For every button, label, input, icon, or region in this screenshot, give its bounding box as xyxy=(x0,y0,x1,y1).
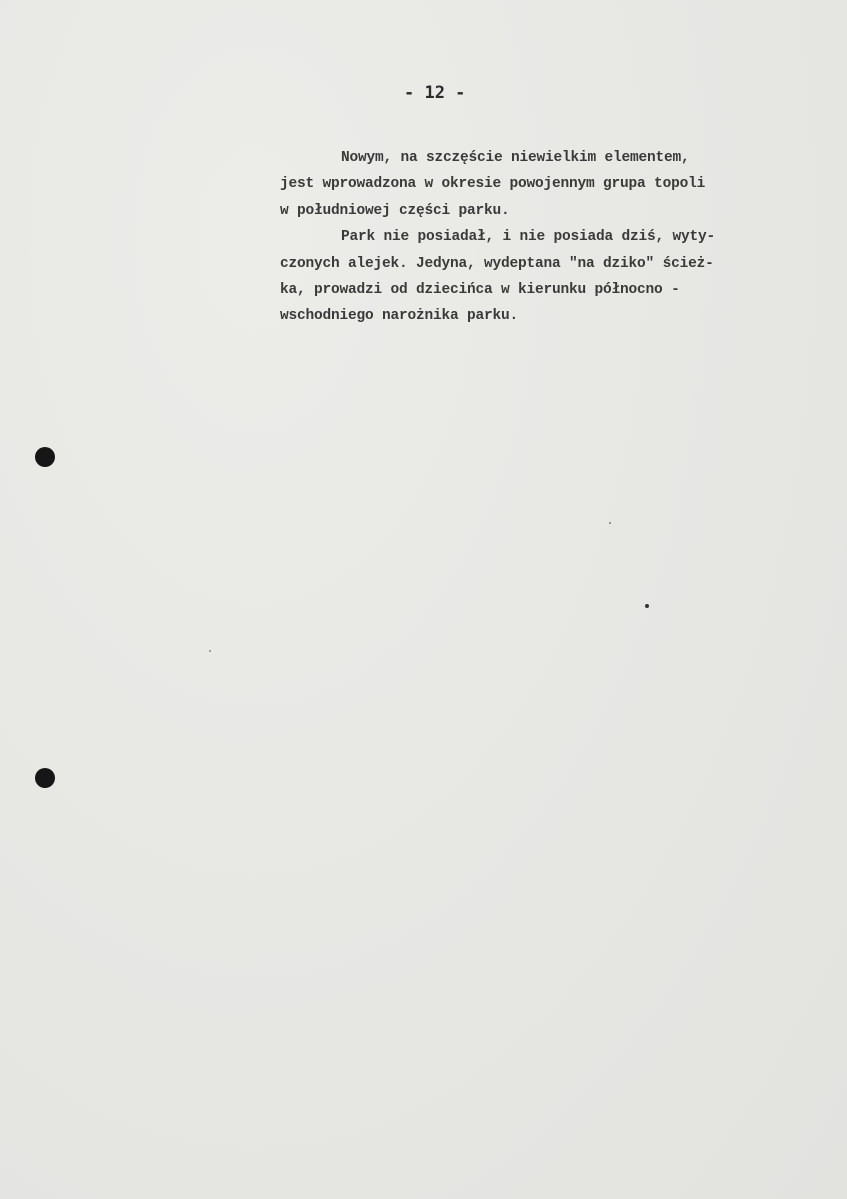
punch-hole xyxy=(35,768,55,788)
text-line: wschodniego narożnika parku. xyxy=(280,308,519,325)
page-number: - 12 - xyxy=(404,83,466,103)
text-line: czonych alejek. Jedyna, wydeptana "na dziko" ścież- xyxy=(280,255,714,272)
body-text xyxy=(280,145,820,330)
paper-speck xyxy=(609,522,611,524)
paper-speck xyxy=(645,604,649,608)
punch-hole xyxy=(35,447,55,467)
text-line: Nowym, na szczęście niewielkim elementem, xyxy=(341,150,690,166)
text-line: ka, prowadzi od dziecińca w kierunku północno - xyxy=(280,281,680,298)
text-line: Park nie posiadał, i nie posiada dziś, wyty- xyxy=(341,229,716,246)
text-line: jest wprowadzona w okresie powojennym grupa topoli xyxy=(280,176,706,193)
text-line: w południowej części parku. xyxy=(280,202,510,219)
paper-speck xyxy=(209,650,211,652)
